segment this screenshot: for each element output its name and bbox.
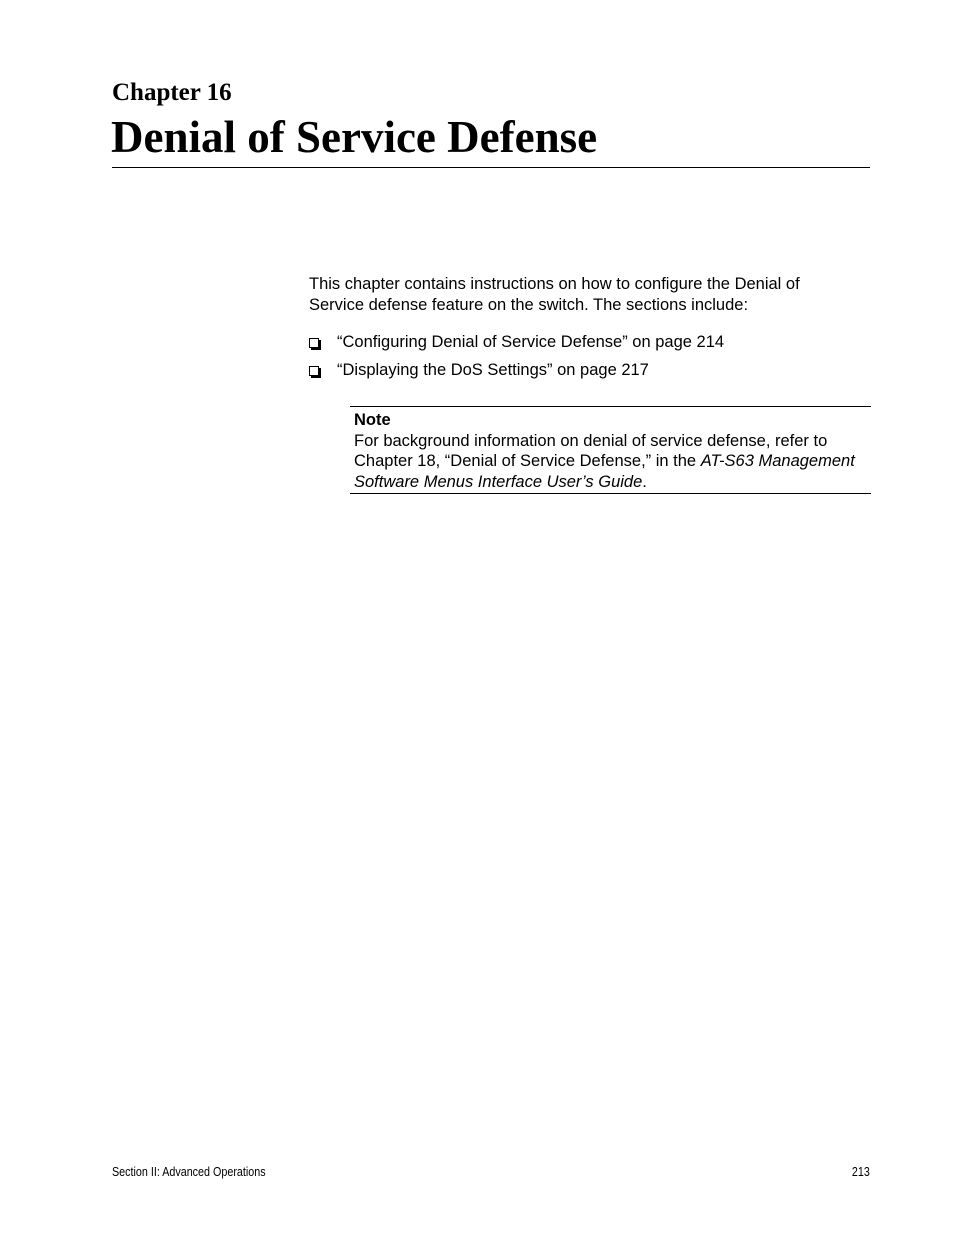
list-item[interactable] bbox=[309, 360, 724, 381]
footer-section-name: Section II: Advanced Operations bbox=[112, 1165, 266, 1179]
note-text-before: For background information on denial of service defense, refer to Chapter 18, “Denial of Service Defense,” in the bbox=[354, 431, 828, 470]
chapter-title: Denial of Service Defense bbox=[111, 112, 598, 162]
intro-paragraph: This chapter contains instructions on how to configure the Denial of Service defense feature on the switch. The sections include: bbox=[309, 275, 800, 314]
chapter-label: Chapter 16 bbox=[112, 79, 232, 106]
section-list bbox=[309, 332, 724, 388]
note-box bbox=[350, 406, 871, 494]
checkbox-bullet-icon bbox=[309, 338, 319, 348]
footer-page-number: 213 bbox=[852, 1165, 870, 1179]
section-link-configuring-dos[interactable]: “Configuring Denial of Service Defense” on page 214 bbox=[337, 333, 725, 351]
list-item[interactable] bbox=[309, 332, 724, 353]
section-link-displaying-dos-settings[interactable]: “Displaying the DoS Settings” on page 217 bbox=[337, 361, 649, 379]
note-heading: Note bbox=[354, 411, 391, 429]
title-divider bbox=[112, 167, 870, 168]
checkbox-bullet-icon bbox=[309, 366, 319, 376]
note-text-after: . bbox=[642, 472, 647, 491]
note-text bbox=[354, 431, 871, 493]
guide-title: AT-S63 Management Software Menus Interface User’s Guide bbox=[354, 452, 855, 491]
